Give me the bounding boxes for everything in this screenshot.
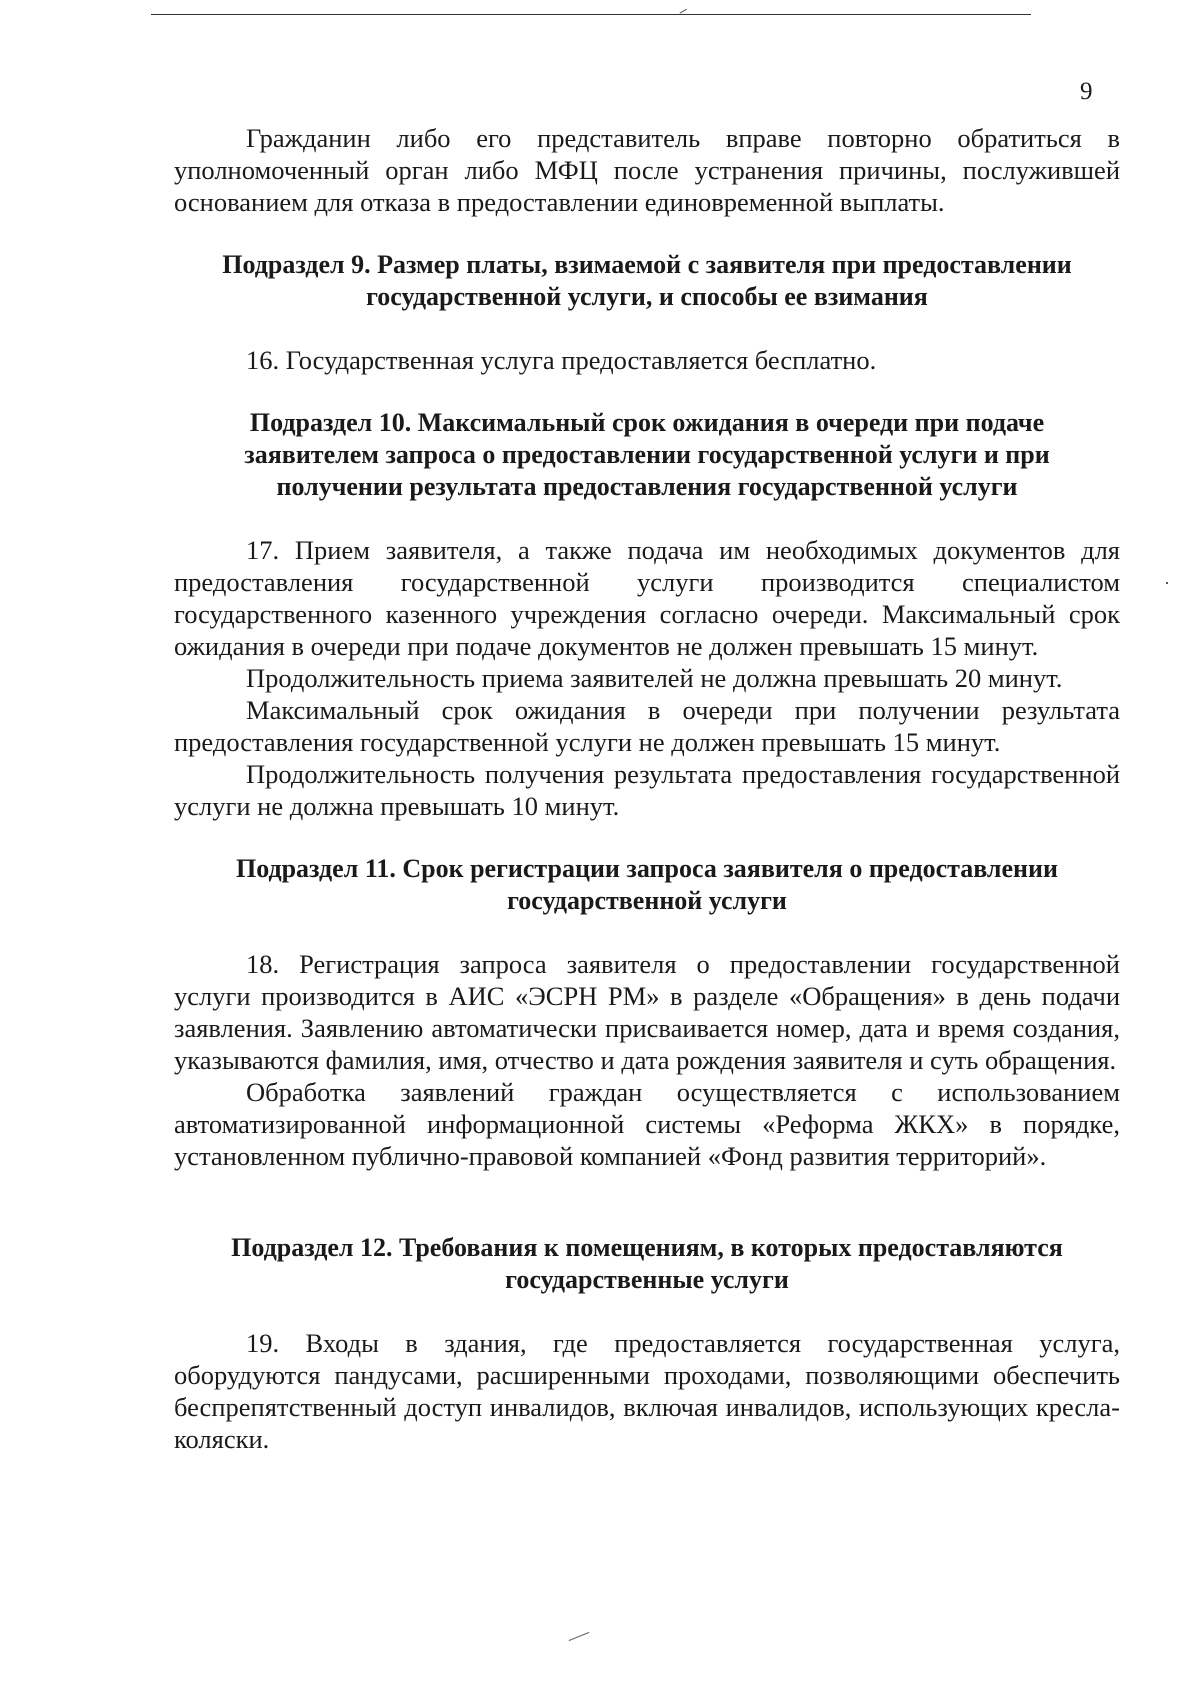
scan-speck — [1166, 582, 1168, 584]
scan-mark — [677, 4, 687, 13]
paragraph-17-reception-duration: Продолжительность приема заявителей не должна превышать 20 минут. — [246, 663, 1063, 693]
paragraph-17-result-wait: Максимальный срок ожидания в очереди при получении результата предоставления государственной услуги не должен превышать 15 минут. — [174, 695, 1120, 757]
section-12-heading: Подраздел 12. Требования к помещениям, в которых предоставляются государственные услуги — [231, 1233, 1063, 1294]
section-10-heading: Подраздел 10. Максимальный срок ожидания в очереди при подаче заявителем запроса о предоставлении государственной услуги и при получении результата предоставления государственной услуги — [244, 408, 1050, 501]
paragraph-19: 19. Входы в здания, где предоставляется государственная услуга, оборудуются пандусами, расширенными проходами, позволяющими обеспечить беспрепятственный доступ инвалидов, включая инвалидов, использующих кресла-коляски. — [174, 1328, 1120, 1454]
section-9-heading: Подраздел 9. Размер платы, взимаемой с заявителя при предоставлении государственной услуги, и способы ее взимания — [222, 250, 1072, 311]
paragraph-16: 16. Государственная услуга предоставляется бесплатно. — [246, 345, 877, 375]
document-body — [174, 122, 1120, 1455]
page-number: 9 — [1080, 78, 1093, 105]
paragraph-repeat-application: Гражданин либо его представитель вправе повторно обратиться в уполномоченный орган либо МФЦ после устранения причины, послужившей основанием для отказа в предоставлении единовременной выплаты. — [174, 123, 1120, 217]
paragraph-17: 17. Прием заявителя, а также подача им необходимых документов для предоставления государственной услуги производится специалистом государственного казенного учреждения согласно очереди. Максимальный срок ожидания в очереди при подаче документов не должен превышать 15 минут. — [174, 535, 1120, 661]
scan-mark-bottom — [569, 1632, 590, 1641]
paragraph-18-processing: Обработка заявлений граждан осуществляется с использованием автоматизированной информационной системы «Реформа ЖКХ» в порядке, установленном публично-правовой компанией «Фонд развития территорий». — [174, 1077, 1120, 1171]
paragraph-17-result-duration: Продолжительность получения результата предоставления государственной услуги не должна превышать 10 минут. — [174, 759, 1120, 821]
paragraph-18: 18. Регистрация запроса заявителя о предоставлении государственной услуги производится в АИС «ЭСРН РМ» в разделе «Обращения» в день подачи заявления. Заявлению автоматически присваивается номер, дата и время создания, указываются фамилия, имя, отчество и дата рождения заявителя и суть обращения. — [174, 949, 1120, 1075]
top-divider-line — [151, 14, 1031, 15]
section-11-heading: Подраздел 11. Срок регистрации запроса заявителя о предоставлении государственной услуги — [235, 854, 1059, 915]
